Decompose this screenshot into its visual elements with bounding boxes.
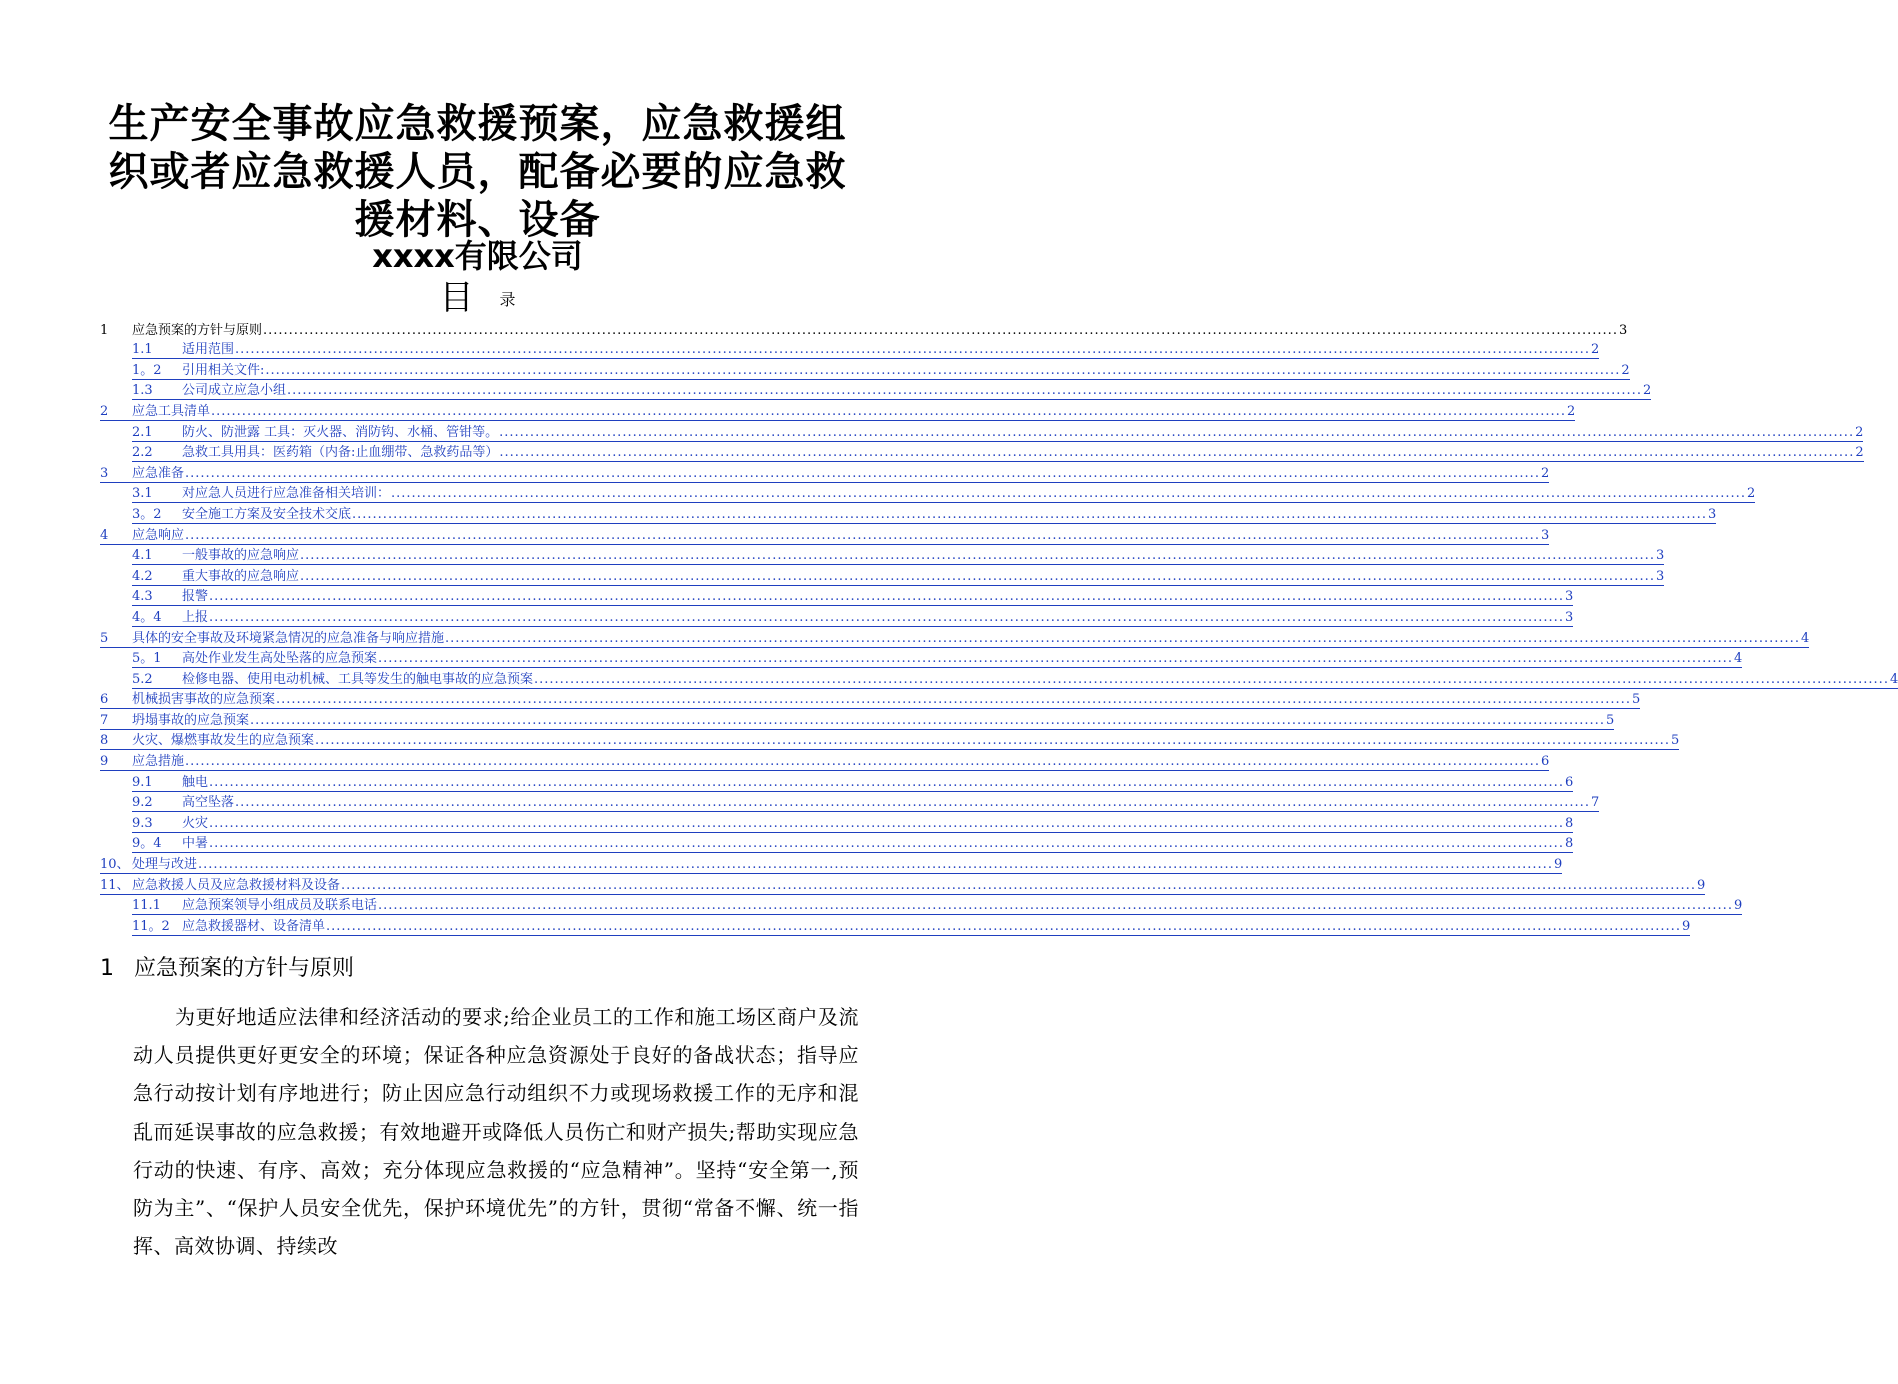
toc-entry-number: 5。1 [132, 651, 162, 667]
toc-entry[interactable] [100, 380, 1652, 401]
toc-leader-dots [378, 898, 1733, 914]
toc-entry-label: 上报 [182, 609, 209, 625]
body-paragraph: 为更好地适应法律和经济活动的要求;给企业员工的工作和施工场区商户及流动人员提供更好更安全的环境；保证各种应急资源处于良好的备战状态；指导应急行动按计划有序地进行；防止因应急行动组织不力或现场救援工作的无序和混乱而延误事故的应急救援；有效地避开或降低人员伤亡和财产损失;帮助实现应急行动的快速、有序、高效；充分体现应急救援的“应急精神”。坚持“安全第一,预防为主”、“保护人员安全优先，保护环境优先”的方针，贯彻“常备不懈、统一指挥、高效协调、持续改 [133, 1005, 859, 1259]
toc-entry-label: 火灾、爆燃事故发生的应急预案 [132, 733, 315, 749]
toc-entry-page: 9 [1681, 918, 1691, 934]
toc-entry-number: 11.1 [132, 898, 161, 914]
toc-entry-page: 3 [1540, 527, 1550, 543]
toc-entry-page: 2 [1855, 424, 1864, 440]
toc-entry-label: 应急工具清单 [132, 403, 211, 419]
toc-leader-dots [315, 733, 1670, 749]
toc-entry-number: 11。2 [132, 918, 170, 934]
toc-entry-page: 3 [1655, 568, 1665, 584]
toc-entry[interactable] [100, 586, 1574, 607]
toc-entry-label: 坍塌事故的应急预案 [132, 712, 250, 728]
toc-entry[interactable] [100, 915, 1691, 936]
toc-entry-label: 公司成立应急小组 [182, 383, 287, 399]
section-number: 1 [100, 956, 114, 981]
toc-entry-page: 5 [1605, 712, 1615, 728]
toc-entry-page: 2 [1746, 486, 1756, 502]
toc-entry-label: 中暑 [182, 836, 209, 852]
toc-leader-dots [499, 425, 1854, 441]
toc-leader-dots [250, 713, 1605, 729]
toc-entry-number: 6 [100, 692, 109, 708]
toc-entry[interactable] [100, 339, 1600, 360]
toc-entry[interactable] [100, 483, 1756, 504]
toc-leader-dots [534, 672, 1889, 688]
toc-entry-number: 1。2 [132, 362, 162, 378]
toc-entry-page: 5 [1670, 733, 1680, 749]
toc-entry[interactable] [100, 442, 1864, 463]
toc-entry-number: 2 [100, 403, 109, 419]
toc-entry-page: 3 [1564, 609, 1574, 625]
toc-heading-main: 目 [439, 278, 474, 318]
toc-entry[interactable] [100, 648, 1743, 669]
toc-entry-page: 4 [1889, 671, 1898, 687]
toc-entry-number: 9.3 [132, 815, 153, 831]
toc-entry[interactable] [100, 565, 1665, 586]
toc-entry-page: 3 [1564, 589, 1574, 605]
toc-entry-label: 对应急人员进行应急准备相关培训： [182, 486, 391, 502]
toc-leader-dots [198, 857, 1553, 873]
toc-leader-dots [499, 445, 1854, 461]
toc-entry[interactable] [100, 421, 1864, 442]
toc-leader-dots [341, 878, 1696, 894]
toc-entry[interactable] [100, 545, 1665, 566]
toc-leader-dots [326, 919, 1681, 935]
toc-entry-label: 急救工具用具：医药箱（内备:止血绷带、急救药品等） [182, 445, 499, 461]
company-name: xxxx有限公司 [372, 237, 583, 275]
toc-entry[interactable] [100, 524, 1550, 545]
toc-leader-dots [209, 816, 1564, 832]
toc-leader-dots [276, 692, 1631, 708]
toc-entry[interactable] [100, 359, 1630, 380]
section-heading [100, 954, 354, 984]
toc-entry-page: 7 [1590, 795, 1600, 811]
toc-entry[interactable] [100, 833, 1574, 854]
toc-entry-label: 检修电器、使用电动机械、工具等发生的触电事故的应急预案 [182, 671, 534, 687]
toc-entry-number: 9 [100, 754, 109, 770]
toc-entry-label: 安全施工方案及安全技术交底 [182, 506, 352, 522]
toc-entry-number: 8 [100, 733, 109, 749]
toc-entry-page: 2 [1590, 342, 1600, 358]
toc-leader-dots [209, 610, 1564, 626]
toc-entry[interactable] [100, 400, 1576, 421]
toc-leader-dots [235, 342, 1590, 358]
toc-entry-page: 9 [1696, 877, 1706, 893]
toc-entry-label: 引用相关文件: [182, 362, 265, 378]
toc-entry[interactable] [100, 771, 1574, 792]
toc-leader-dots [209, 589, 1564, 605]
toc-entry-label: 机械损害事故的应急预案 [132, 692, 276, 708]
toc-entry-number: 1.1 [132, 342, 153, 358]
toc-heading-sub: 录 [499, 290, 516, 309]
toc-entry[interactable] [100, 874, 1706, 895]
toc-entry-number: 4.2 [132, 568, 153, 584]
toc-entry-number: 9.2 [132, 795, 153, 811]
toc-entry-page: 2 [1566, 403, 1576, 419]
toc-entry[interactable] [100, 730, 1680, 751]
toc-entry-label: 应急救援器材、设备清单 [182, 918, 326, 934]
toc-leader-dots [287, 383, 1642, 399]
toc-leader-dots [263, 323, 1618, 339]
toc-entry-page: 8 [1564, 836, 1574, 852]
toc-entry[interactable] [100, 606, 1574, 627]
toc-entry[interactable] [100, 462, 1550, 483]
toc-entry-label: 一般事故的应急响应 [182, 548, 300, 564]
toc-entry[interactable] [100, 750, 1550, 771]
toc-entry-number: 4。4 [132, 609, 162, 625]
toc-entry[interactable] [100, 853, 1563, 874]
toc-entry-number: 11、 [100, 877, 130, 893]
toc-entry[interactable] [100, 812, 1574, 833]
toc-leader-dots [185, 754, 1540, 770]
toc-entry-page: 3 [1618, 322, 1628, 338]
toc-entry[interactable] [100, 689, 1641, 710]
toc-leader-dots [235, 795, 1590, 811]
toc-leader-dots [378, 651, 1733, 667]
toc-entry[interactable] [100, 895, 1743, 916]
toc-entry-page: 2 [1540, 465, 1550, 481]
toc-entry-number: 3.1 [132, 486, 153, 502]
toc-entry-page: 2 [1642, 383, 1652, 399]
toc-entry [100, 318, 1628, 339]
toc-entry-label: 应急预案领导小组成员及联系电话 [182, 898, 378, 914]
toc-entry-number: 5.2 [132, 671, 153, 687]
toc-entry-label: 应急准备 [132, 465, 185, 481]
toc-entry-label: 具体的安全事故及环境紧急情况的应急准备与响应措施 [132, 630, 445, 646]
toc-leader-dots [391, 486, 1746, 502]
toc-entry-number: 2.1 [132, 424, 153, 440]
toc-heading [95, 278, 860, 320]
toc-leader-dots [209, 836, 1564, 852]
section-title: 应急预案的方针与原则 [134, 956, 355, 981]
toc-entry-number: 3。2 [132, 506, 162, 522]
document-title: 生产安全事故应急救援预案，应急救援组织或者应急救援人员，配备必要的应急救援材料、设备 [108, 101, 847, 243]
toc-entry-label: 应急响应 [132, 527, 185, 543]
toc-entry-label: 应急预案的方针与原则 [132, 322, 263, 338]
toc-leader-dots [209, 775, 1564, 791]
toc-entry-page: 2 [1855, 445, 1864, 461]
toc-leader-dots [185, 466, 1540, 482]
toc-entry-label: 处理与改进 [132, 857, 198, 873]
toc-leader-dots [300, 548, 1655, 564]
toc-entry-page: 5 [1631, 692, 1641, 708]
toc-entry[interactable] [100, 668, 1898, 689]
toc-entry-label: 报警 [182, 589, 209, 605]
toc-entry-number: 1 [100, 322, 109, 338]
toc-leader-dots [211, 404, 1566, 420]
toc-leader-dots [352, 507, 1707, 523]
toc-entry-number: 1.3 [132, 383, 153, 399]
toc-entry-number: 9。4 [132, 836, 162, 852]
toc-entry[interactable] [100, 792, 1600, 813]
toc-entry-number: 7 [100, 712, 109, 728]
toc-entry-page: 9 [1733, 898, 1743, 914]
toc-entry-page: 6 [1564, 774, 1574, 790]
toc-entry-label: 应急救援人员及应急救援材料及设备 [132, 877, 341, 893]
toc-entry-page: 4 [1800, 630, 1810, 646]
toc-entry-number: 3 [100, 465, 109, 481]
toc-leader-dots [300, 569, 1655, 585]
toc-entry-label: 火灾 [182, 815, 209, 831]
toc-entry-number: 4 [100, 527, 109, 543]
toc-leader-dots [185, 528, 1540, 544]
toc-entry[interactable] [100, 503, 1717, 524]
toc-entry-page: 9 [1553, 857, 1563, 873]
table-of-contents [100, 318, 1898, 936]
toc-entry-page: 8 [1564, 815, 1574, 831]
toc-leader-dots [445, 631, 1800, 647]
toc-entry-label: 重大事故的应急响应 [182, 568, 300, 584]
toc-entry-number: 4.1 [132, 548, 153, 564]
toc-entry[interactable] [100, 627, 1810, 648]
toc-entry-page: 4 [1733, 651, 1743, 667]
toc-entry-page: 3 [1655, 548, 1665, 564]
toc-entry-number: 10、 [100, 857, 130, 873]
toc-entry-label: 防火、防泄露 工具：灭火器、消防钩、水桶、管钳等。 [182, 424, 499, 440]
toc-entry-label: 适用范围 [182, 342, 235, 358]
toc-entry[interactable] [100, 709, 1615, 730]
toc-entry-label: 触电 [182, 774, 209, 790]
toc-leader-dots [265, 363, 1620, 379]
toc-entry-page: 6 [1540, 754, 1550, 770]
toc-entry-page: 3 [1707, 506, 1717, 522]
toc-entry-page: 2 [1621, 362, 1630, 378]
toc-entry-number: 5 [100, 630, 109, 646]
toc-entry-label: 高空坠落 [182, 795, 235, 811]
toc-entry-number: 4.3 [132, 589, 153, 605]
toc-entry-number: 2.2 [132, 445, 153, 461]
toc-entry-label: 高处作业发生高处坠落的应急预案 [182, 651, 378, 667]
toc-entry-label: 应急措施 [132, 754, 185, 770]
toc-entry-number: 9.1 [132, 774, 153, 790]
